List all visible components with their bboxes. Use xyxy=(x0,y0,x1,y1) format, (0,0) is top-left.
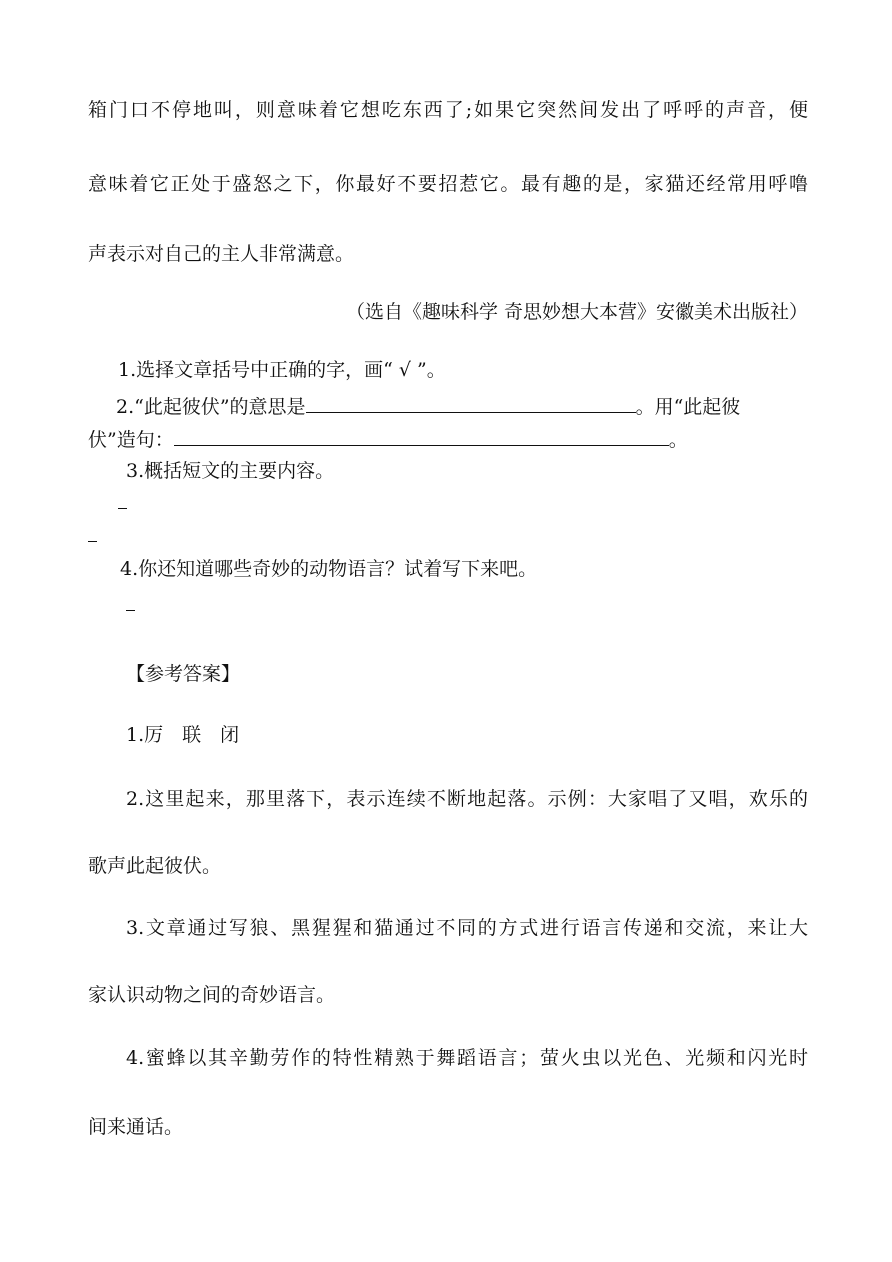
answer-3-line-1: 3.文章通过写狼、黑猩猩和猫通过不同的方式进行语言传递和交流，来让大 xyxy=(126,917,808,939)
answers-heading: 【参考答案】 xyxy=(126,663,241,685)
question-1: 1.选择文章括号中正确的字，画“ √ ”。 xyxy=(118,359,446,381)
question-3: 3.概括短文的主要内容。 xyxy=(126,460,335,482)
answer-1: 1.厉 联 闭 xyxy=(126,724,240,746)
answer-line-q3-a[interactable] xyxy=(118,508,127,509)
answer-4-line-1: 4.蜜蜂以其辛勤劳作的特性精熟于舞蹈语言；萤火虫以光色、光频和闪光时 xyxy=(126,1047,808,1069)
answer-line-q3-b[interactable] xyxy=(88,541,97,542)
question-2-line2-suffix: 。 xyxy=(668,429,688,451)
answer-blank-meaning[interactable] xyxy=(306,392,636,413)
question-2-line2-prefix: 伏”造句： xyxy=(88,429,174,451)
question-2-line-1 xyxy=(116,392,808,419)
question-4: 4.你还知道哪些奇妙的动物语言？试着写下来吧。 xyxy=(120,558,538,580)
passage-line-3: 声表示对自己的主人非常满意。 xyxy=(88,243,355,265)
answer-blank-sentence[interactable] xyxy=(174,425,669,446)
answer-3-line-2: 家认识动物之间的奇妙语言。 xyxy=(88,984,336,1006)
answer-line-q4[interactable] xyxy=(126,610,135,611)
answer-2-line-1: 2.这里起来，那里落下，表示连续不断地起落。示例：大家唱了又唱，欢乐的 xyxy=(126,788,808,810)
answer-2-line-2: 歌声此起彼伏。 xyxy=(88,855,222,877)
passage-line-1: 箱门口不停地叫，则意味着它想吃东西了;如果它突然间发出了呼呼的声音，便 xyxy=(88,99,808,121)
question-2-middle: 。用“此起彼 xyxy=(635,396,741,418)
passage-source: （选自《趣味科学 奇思妙想大本营》安徽美术出版社） xyxy=(345,301,808,323)
question-2-line-2 xyxy=(88,425,808,452)
answer-4-line-2: 间来通话。 xyxy=(88,1116,184,1138)
question-2-prefix: 2.“此起彼伏”的意思是 xyxy=(116,396,306,418)
passage-line-2: 意味着它正处于盛怒之下，你最好不要招惹它。最有趣的是，家猫还经常用呼噜 xyxy=(88,173,808,195)
